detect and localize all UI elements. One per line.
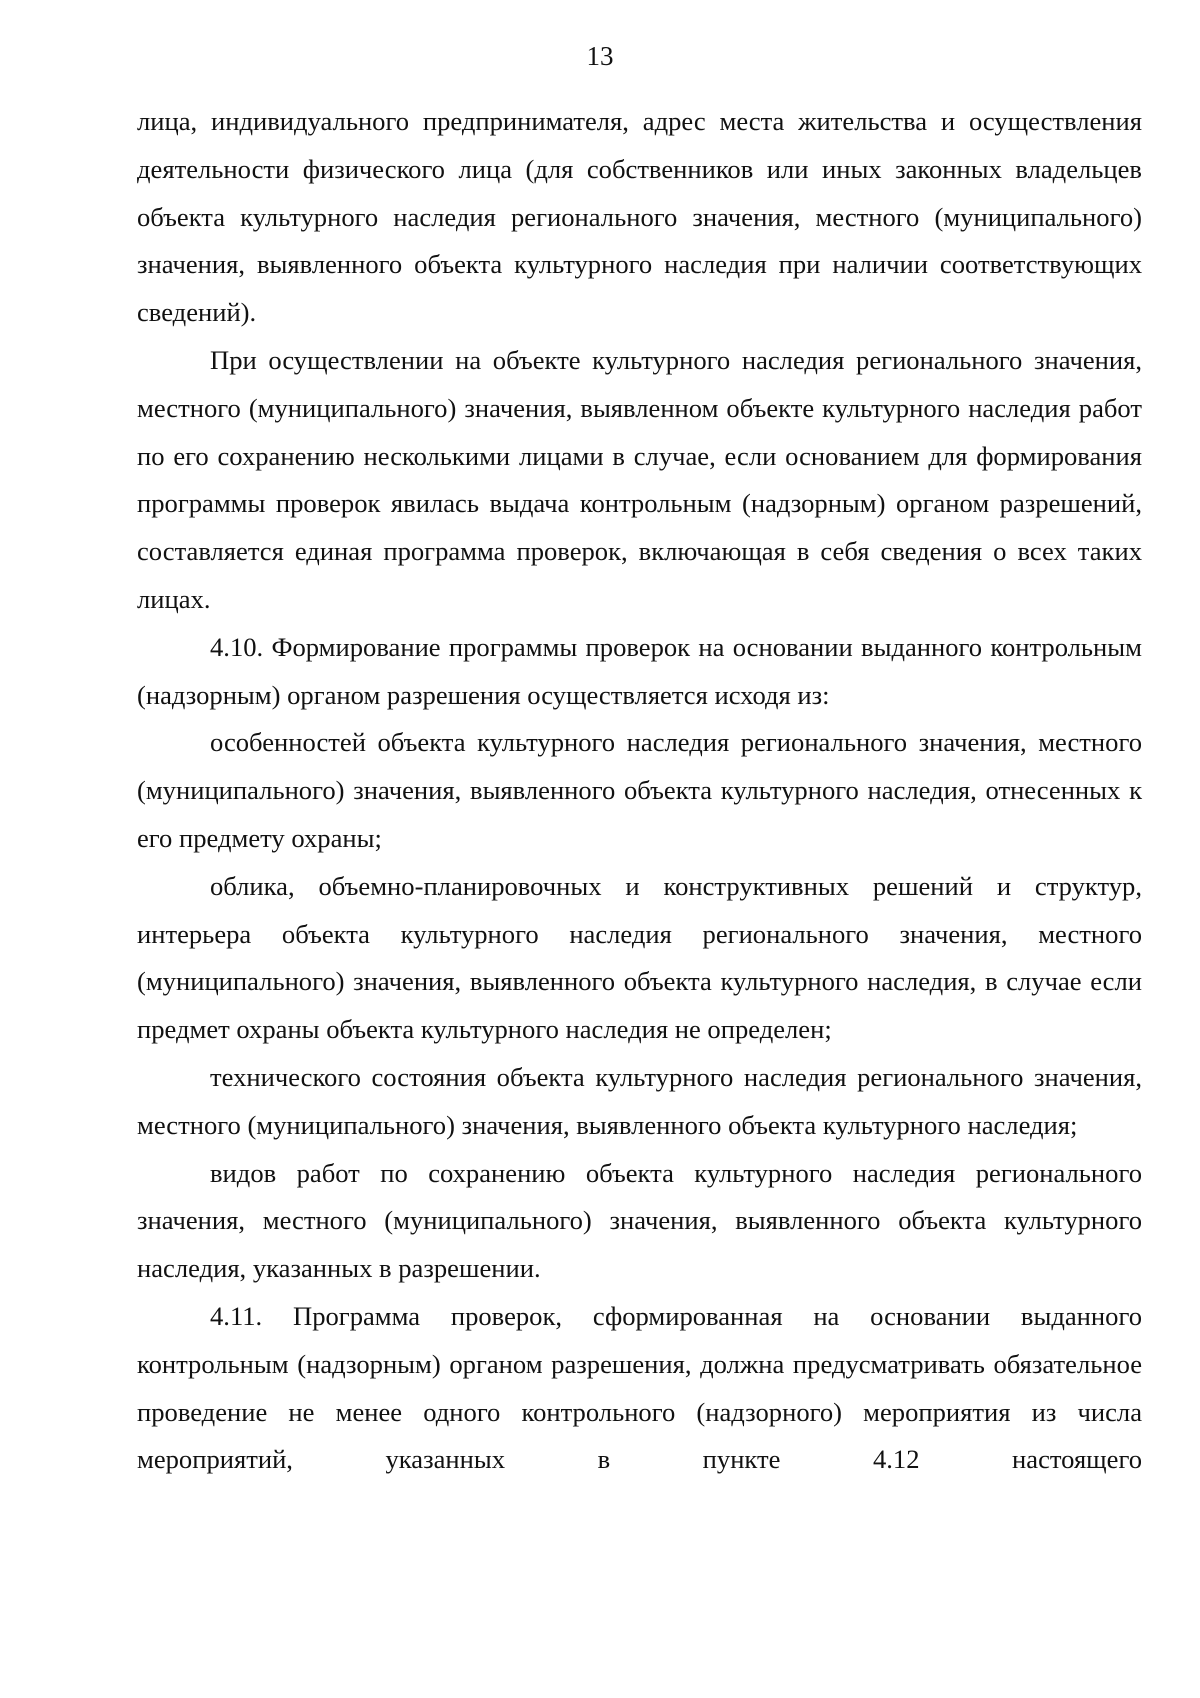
paragraph-work-types: видов работ по сохранению объекта культурного наследия регионального значения, местного (муниципального) значения, выявленного объекта культурного наследия, указанных в разрешении. [137,1157,1142,1284]
paragraph-appearance: облика, объемно-планировочных и конструктивных решений и структур, интерьера объекта культурного наследия регионального значения, местного (муниципального) значения, выявленного объекта культурного наследия, в случае если предмет охраны объекта культурного наследия не определен; [137,870,1142,1045]
paragraph-features: особенностей объекта культурного наследия регионального значения, местного (муниципального) значения, выявленного объекта культурного наследия, отнесенных к его предмету охраны; [137,727,1142,853]
paragraph-multiple-persons: При осуществлении на объекте культурного наследия регионального значения, местного (муниципального) значения, выявленном объекте культурного наследия работ по его сохранению несколькими лицами в случае, если основанием для формирования программы проверок явилась выдача контрольным (надзорным) органом разрешений, составляется единая программа проверок, включающая в себя сведения о всех таких лицах. [137,344,1142,614]
paragraph-4-10: 4.10. Формирование программы проверок на основании выданного контрольным (надзорным) органом разрешения осуществляется исходя из: [137,631,1142,710]
paragraph-continuation: лица, индивидуального предпринимателя, адрес места жительства и осуществления деятельности физического лица (для собственников или иных законных владельцев объекта культурного наследия регионального значения, местного (муниципального) значения, выявленного объекта культурного наследия при наличии соответствующих сведений). [137,106,1142,328]
paragraph-technical-state: технического состояния объекта культурного наследия регионального значения, местного (муниципального) значения, выявленного объекта культурного наследия; [137,1061,1142,1140]
document-body [137,98,1142,1484]
paragraph-4-11: 4.11. Программа проверок, сформированная на основании выданного контрольным (надзорным) органом разрешения, должна предусматривать обязательное проведение не менее одного контрольного (надзорного) мероприятия из числа мероприятий, указанных в пункте 4.12 настоящего [137,1300,1142,1475]
page-number: 13 [586,41,614,71]
